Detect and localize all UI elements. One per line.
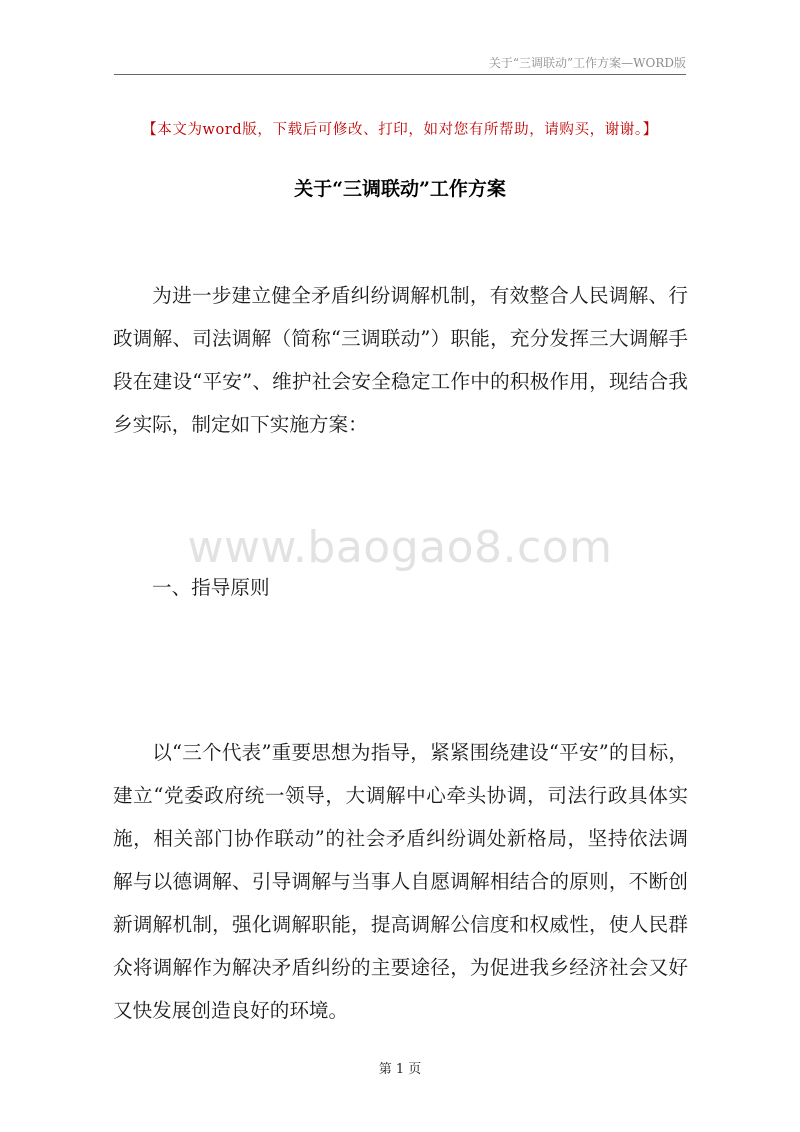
guiding-principles-text: 以“三个代表”重要思想为指导，紧紧围绕建设“平安”的目标，建立“党委政府统一领导，大调解中心牵头协调，司法行政具体实施，相关部门协作联动”的社会矛盾纠纷调处新格局，坚持依法调解与以德调解、引导调解与当事人自愿调解相结合的原则，不断创新调解机制，强化调解职能，提高调解公信度和权威性，使人民群众将调解作为解决矛盾纠纷的主要途径，为促进我乡经济社会又好又快发展创造良好的环境。	[113, 741, 688, 1022]
guiding-principles-paragraph	[113, 731, 688, 1032]
page-number: 第 1 页	[378, 1062, 422, 1077]
intro-text: 为进一步建立健全矛盾纠纷调解机制，有效整合人民调解、行政调解、司法调解（简称“三调联动”）职能，充分发挥三大调解手段在建设“平安”、维护社会安全稳定工作中的积极作用，现结合我乡实际，制定如下实施方案：	[113, 284, 688, 436]
header-divider	[114, 74, 686, 75]
document-title: 关于“三调联动”工作方案	[294, 178, 506, 200]
running-header: 关于“三调联动”工作方案—WORD版	[488, 56, 686, 70]
watermark: www.baogao8.com	[187, 522, 613, 573]
intro-paragraph	[113, 274, 688, 446]
section-heading-guiding-principles: 一、指导原则	[152, 576, 270, 599]
download-notice: 【本文为word版，下载后可修改、打印，如对您有所帮助，请购买，谢谢。】	[142, 122, 658, 138]
